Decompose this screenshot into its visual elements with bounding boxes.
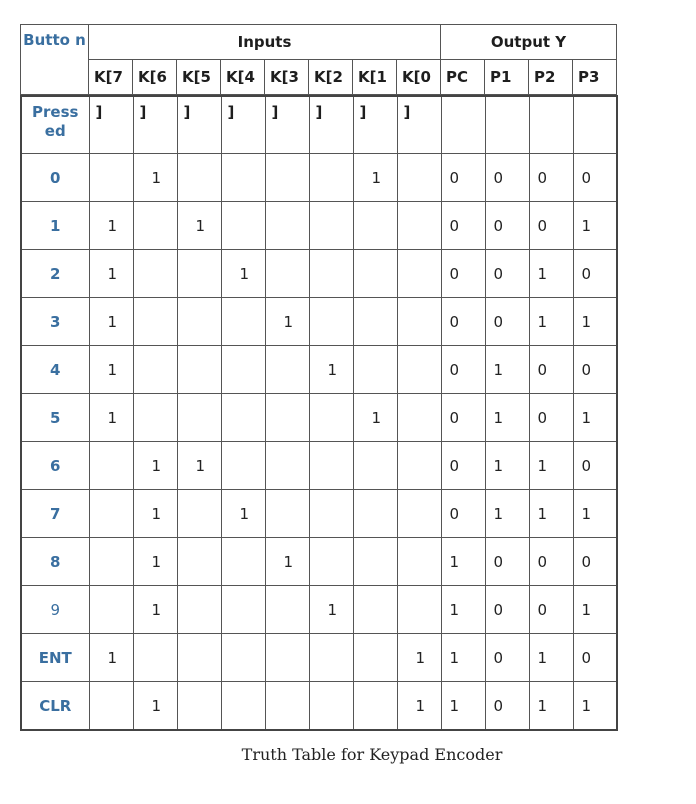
input-cell [221, 634, 265, 682]
output-cell: 0 [573, 538, 617, 586]
input-cell: 1 [177, 202, 221, 250]
output-cell: 1 [441, 538, 485, 586]
header-bracket: ] [133, 96, 177, 154]
output-cell: 0 [529, 538, 573, 586]
input-cell: 1 [133, 682, 177, 731]
input-cell: 1 [309, 346, 353, 394]
output-cell: 1 [529, 250, 573, 298]
input-cell: 1 [89, 202, 133, 250]
input-cell [397, 442, 441, 490]
input-cell [397, 346, 441, 394]
output-cell: 0 [485, 634, 529, 682]
table-row [21, 202, 617, 250]
output-cell: 1 [485, 442, 529, 490]
output-cell: 0 [485, 154, 529, 202]
output-cell: 1 [573, 202, 617, 250]
input-cell [397, 298, 441, 346]
button-column-header: Butto n [21, 25, 89, 95]
table-row [21, 634, 617, 682]
input-cell [397, 538, 441, 586]
input-cell: 1 [221, 250, 265, 298]
output-cell: 0 [529, 154, 573, 202]
input-col-header: K[5 [177, 60, 221, 95]
button-cell: 6 [21, 442, 89, 490]
output-cell: 0 [441, 490, 485, 538]
output-group-header: Output Y [441, 25, 617, 60]
header-bracket [485, 96, 529, 154]
input-cell [177, 634, 221, 682]
input-cell: 1 [133, 154, 177, 202]
input-cell [309, 202, 353, 250]
input-cell [309, 538, 353, 586]
output-cell: 1 [573, 298, 617, 346]
input-cell [353, 490, 397, 538]
input-cell [397, 586, 441, 634]
input-cell [89, 682, 133, 731]
output-cell: 1 [573, 586, 617, 634]
input-cell [265, 682, 309, 731]
header-bracket [441, 96, 485, 154]
table-row [21, 586, 617, 634]
input-cell [177, 394, 221, 442]
output-cell: 1 [485, 394, 529, 442]
input-col-header: K[3 [265, 60, 309, 95]
input-cell [353, 442, 397, 490]
output-cell: 0 [485, 202, 529, 250]
input-cell [265, 442, 309, 490]
table-row [21, 154, 617, 202]
input-col-header: K[7 [89, 60, 133, 95]
header-bracket: ] [89, 96, 133, 154]
input-cell [353, 202, 397, 250]
output-cell: 0 [529, 202, 573, 250]
input-cell: 1 [353, 394, 397, 442]
input-cell [177, 490, 221, 538]
input-cell [133, 394, 177, 442]
input-cell [309, 490, 353, 538]
button-cell: 2 [21, 250, 89, 298]
input-cell [177, 250, 221, 298]
input-cell [265, 634, 309, 682]
input-cell [221, 298, 265, 346]
input-cell [221, 586, 265, 634]
input-cell [221, 394, 265, 442]
input-cell [397, 490, 441, 538]
header-bracket: ] [397, 96, 441, 154]
output-cell: 1 [573, 490, 617, 538]
truth-table-body [20, 95, 618, 731]
output-cell: 0 [485, 250, 529, 298]
table-row [21, 682, 617, 731]
output-cell: 0 [441, 154, 485, 202]
input-cell [221, 682, 265, 731]
input-cell [397, 394, 441, 442]
output-cell: 0 [573, 442, 617, 490]
button-cell: 4 [21, 346, 89, 394]
output-cell: 1 [485, 346, 529, 394]
table-row [21, 346, 617, 394]
header-bracket: ] [177, 96, 221, 154]
input-cell [221, 442, 265, 490]
input-cell [397, 202, 441, 250]
output-col-header: P2 [529, 60, 573, 95]
input-cell [89, 154, 133, 202]
output-cell: 1 [529, 298, 573, 346]
input-cell [353, 298, 397, 346]
output-cell: 1 [529, 634, 573, 682]
input-cell [177, 682, 221, 731]
output-col-header: PC [441, 60, 485, 95]
input-cell [265, 202, 309, 250]
output-cell: 0 [441, 346, 485, 394]
input-cell [353, 634, 397, 682]
table-row [21, 298, 617, 346]
input-cell [265, 586, 309, 634]
output-cell: 0 [573, 634, 617, 682]
header-bracket [573, 96, 617, 154]
output-cell: 0 [441, 250, 485, 298]
input-cell [177, 538, 221, 586]
input-cell [309, 394, 353, 442]
header-continuation-row [21, 96, 617, 154]
button-cell: ENT [21, 634, 89, 682]
input-cell: 1 [89, 298, 133, 346]
output-col-header: P3 [573, 60, 617, 95]
input-cell: 1 [133, 538, 177, 586]
input-cell: 1 [177, 442, 221, 490]
output-cell: 0 [485, 682, 529, 731]
input-col-header: K[2 [309, 60, 353, 95]
input-col-header: K[1 [353, 60, 397, 95]
input-cell: 1 [133, 442, 177, 490]
output-cell: 1 [441, 586, 485, 634]
input-cell [353, 586, 397, 634]
output-cell: 1 [573, 682, 617, 731]
output-cell: 1 [529, 442, 573, 490]
input-col-header: K[4 [221, 60, 265, 95]
input-cell [89, 442, 133, 490]
output-cell: 0 [573, 346, 617, 394]
button-cell: 3 [21, 298, 89, 346]
input-cell: 1 [353, 154, 397, 202]
output-cell: 1 [485, 490, 529, 538]
input-cell [133, 202, 177, 250]
output-cell: 0 [529, 346, 573, 394]
input-cell: 1 [265, 538, 309, 586]
input-cell: 1 [265, 298, 309, 346]
table-row [21, 490, 617, 538]
output-cell: 1 [529, 490, 573, 538]
input-cell [309, 634, 353, 682]
input-cell [353, 346, 397, 394]
input-cell [221, 538, 265, 586]
output-cell: 1 [441, 682, 485, 731]
input-cell [265, 490, 309, 538]
input-cell [177, 298, 221, 346]
input-cell [309, 154, 353, 202]
table-row [21, 538, 617, 586]
input-cell [221, 346, 265, 394]
input-cell [89, 538, 133, 586]
table-row [21, 442, 617, 490]
header-bracket: ] [265, 96, 309, 154]
button-cell: 1 [21, 202, 89, 250]
input-cell [309, 298, 353, 346]
input-col-header: K[6 [133, 60, 177, 95]
input-col-header: K[0 [397, 60, 441, 95]
button-column-header-cont: Press ed [21, 96, 89, 154]
input-cell [133, 250, 177, 298]
input-cell [221, 154, 265, 202]
table-row [21, 394, 617, 442]
input-cell [177, 586, 221, 634]
output-cell: 0 [441, 442, 485, 490]
input-cell [353, 250, 397, 298]
header-bracket: ] [353, 96, 397, 154]
input-cell: 1 [397, 634, 441, 682]
button-cell: 5 [21, 394, 89, 442]
input-cell [353, 538, 397, 586]
input-cell [177, 154, 221, 202]
output-cell: 0 [441, 202, 485, 250]
input-cell [265, 250, 309, 298]
input-cell [265, 154, 309, 202]
output-cell: 0 [441, 298, 485, 346]
output-cell: 1 [441, 634, 485, 682]
input-cell [133, 346, 177, 394]
input-cell [397, 250, 441, 298]
output-cell: 1 [573, 394, 617, 442]
input-cell: 1 [133, 586, 177, 634]
header-bracket: ] [309, 96, 353, 154]
input-cell: 1 [133, 490, 177, 538]
header-bracket: ] [221, 96, 265, 154]
input-cell [89, 586, 133, 634]
truth-table-header [20, 24, 617, 95]
input-cell [89, 490, 133, 538]
input-cell [309, 250, 353, 298]
output-cell: 0 [573, 250, 617, 298]
input-cell: 1 [89, 250, 133, 298]
button-cell: 9 [21, 586, 89, 634]
output-col-header: P1 [485, 60, 529, 95]
input-cell [133, 634, 177, 682]
output-cell: 0 [485, 538, 529, 586]
button-cell: 0 [21, 154, 89, 202]
input-cell: 1 [89, 634, 133, 682]
input-cell [397, 154, 441, 202]
input-cell [177, 346, 221, 394]
inputs-group-header: Inputs [89, 25, 441, 60]
input-cell [265, 346, 309, 394]
output-cell: 0 [529, 586, 573, 634]
button-cell: 8 [21, 538, 89, 586]
input-cell: 1 [397, 682, 441, 731]
output-cell: 0 [529, 394, 573, 442]
button-cell: 7 [21, 490, 89, 538]
output-cell: 1 [529, 682, 573, 731]
input-cell [353, 682, 397, 731]
input-cell [221, 202, 265, 250]
table-row [21, 250, 617, 298]
input-cell [309, 442, 353, 490]
button-cell: CLR [21, 682, 89, 731]
input-cell [133, 298, 177, 346]
header-bracket [529, 96, 573, 154]
input-cell: 1 [89, 394, 133, 442]
table-caption: Truth Table for Keypad Encoder [241, 745, 503, 764]
output-cell: 0 [485, 586, 529, 634]
input-cell [265, 394, 309, 442]
input-cell: 1 [221, 490, 265, 538]
input-cell [309, 682, 353, 731]
input-cell: 1 [89, 346, 133, 394]
output-cell: 0 [441, 394, 485, 442]
output-cell: 0 [485, 298, 529, 346]
output-cell: 0 [573, 154, 617, 202]
input-cell: 1 [309, 586, 353, 634]
